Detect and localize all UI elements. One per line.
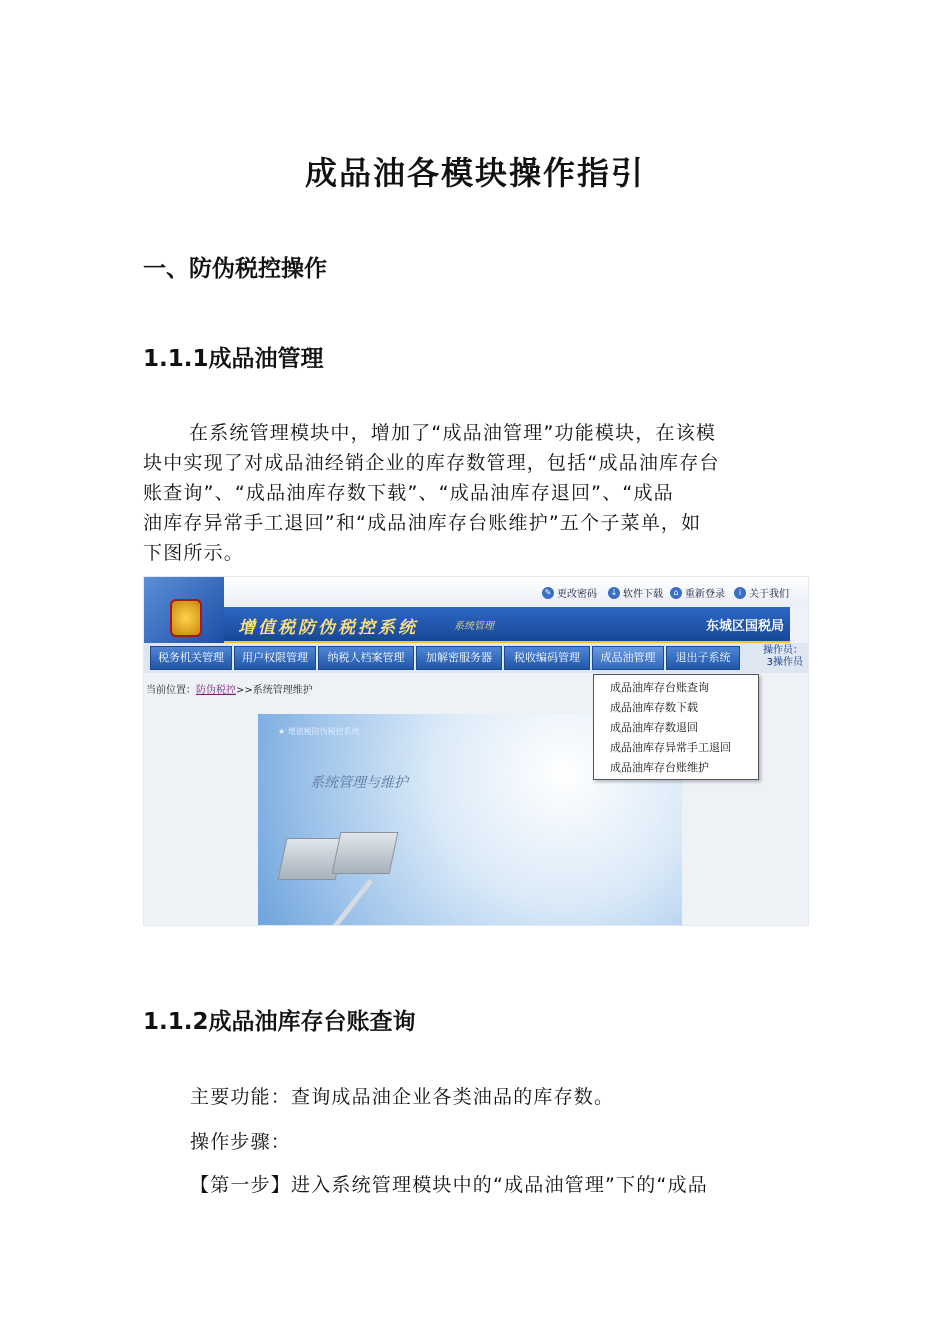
para-line: 账查询”、“成品油库存数下载”、“成品油库存退回”、“成品 — [143, 482, 674, 504]
nav-tax-authority[interactable]: 税务机关管理 — [150, 646, 232, 670]
tax-bureau-name: 东城区国税局 — [705, 619, 784, 634]
logo-area — [144, 577, 224, 643]
refined-oil-dropdown — [593, 674, 759, 780]
operator-name: 3操作员 — [766, 657, 803, 668]
change-password-link[interactable] — [542, 585, 597, 600]
system-banner — [224, 607, 790, 644]
link-label: 关于我们 — [749, 589, 789, 600]
nav-taxpayer-records[interactable]: 纳税人档案管理 — [318, 646, 414, 670]
nav-tax-codes[interactable]: 税收编码管理 — [504, 646, 590, 670]
menu-item-ledger-query[interactable]: 成品油库存台账查询 — [610, 681, 709, 694]
para-line: 下图所示。 — [143, 542, 245, 564]
main-nav — [144, 643, 808, 673]
pipe-graphic — [332, 879, 373, 926]
menu-item-ledger-maintain[interactable]: 成品油库存台账维护 — [610, 761, 709, 774]
section-heading: 一、防伪税控操作 — [143, 256, 327, 282]
main-function-text: 主要功能：查询成品油企业各类油品的库存数。 — [190, 1086, 615, 1108]
breadcrumb — [146, 681, 313, 696]
menu-item-stock-download[interactable]: 成品油库存数下载 — [610, 701, 698, 714]
banner-title: 增值税防伪税控系统 — [238, 618, 418, 638]
link-label: 更改密码 — [557, 589, 597, 600]
relogin-link[interactable] — [670, 585, 725, 600]
key-icon: ✎ — [542, 587, 554, 599]
operator-label: 操作员： — [763, 645, 803, 656]
link-label: 软件下载 — [623, 589, 663, 600]
steps-label: 操作步骤： — [190, 1131, 292, 1153]
crumb-prefix: 当前位置： — [146, 685, 196, 696]
info-icon: i — [734, 587, 746, 599]
hero-title: 系统管理与维护 — [310, 775, 408, 791]
subsection-heading-2: 1.1.2成品油库存台账查询 — [143, 1009, 416, 1035]
para-line: 块中实现了对成品油经销企业的库存数管理，包括“成品油库存台 — [143, 452, 720, 474]
home-icon: ⌂ — [670, 587, 682, 599]
software-download-link[interactable] — [608, 585, 663, 600]
container-graphic — [332, 832, 399, 874]
document-title: 成品油各模块操作指引 — [304, 154, 645, 192]
para-line: 在系统管理模块中，增加了“成品油管理”功能模块，在该模 — [189, 422, 717, 444]
crumb-link[interactable]: 防伪税控 — [196, 685, 236, 696]
nav-refined-oil[interactable]: 成品油管理 — [592, 646, 664, 670]
menu-item-stock-return[interactable]: 成品油库存数退回 — [610, 721, 698, 734]
download-icon: ↓ — [608, 587, 620, 599]
link-label: 重新登录 — [685, 589, 725, 600]
operator-info — [741, 645, 803, 669]
menu-item-manual-return[interactable]: 成品油库存异常手工退回 — [610, 741, 731, 754]
nav-user-permissions[interactable]: 用户权限管理 — [234, 646, 316, 670]
system-screenshot — [143, 576, 809, 926]
about-us-link[interactable] — [734, 585, 789, 600]
subsection-heading-1: 1.1.1成品油管理 — [143, 346, 324, 372]
step-one-text: 【第一步】进入系统管理模块中的“成品油管理”下的“成品 — [190, 1174, 708, 1196]
intro-paragraph — [143, 418, 808, 568]
crumb-rest: >>系统管理维护 — [236, 685, 313, 696]
hero-caption: ★ 增值税防伪税控系统 — [278, 727, 360, 736]
nav-exit-subsystem[interactable]: 退出子系统 — [666, 646, 740, 670]
tax-emblem-icon — [170, 599, 202, 637]
banner-subtitle: 系统管理 — [454, 621, 494, 632]
top-link-bar — [144, 577, 808, 607]
para-line: 油库存异常手工退回”和“成品油库存台账维护”五个子菜单，如 — [143, 512, 702, 534]
nav-encryption-server[interactable]: 加解密服务器 — [416, 646, 502, 670]
